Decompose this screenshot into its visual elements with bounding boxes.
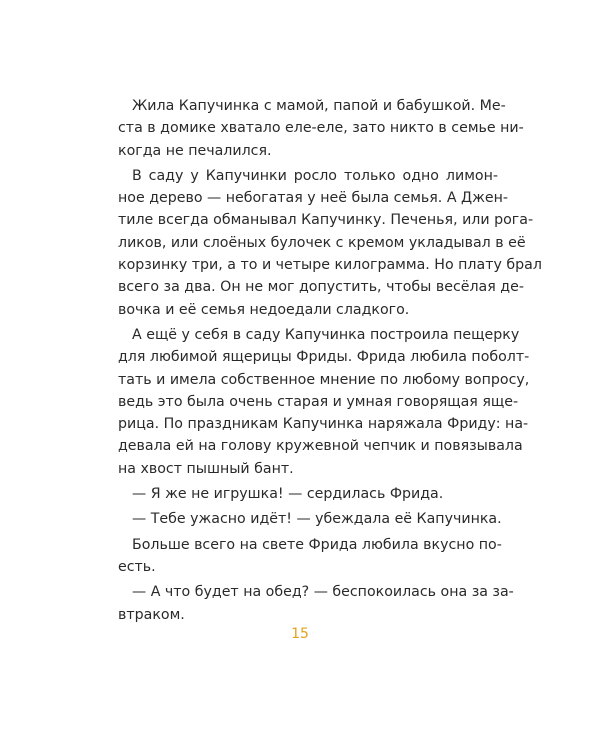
dialogue-line: [118, 508, 502, 530]
body-text: [118, 95, 542, 626]
text-line: для любимой ящерицы Фриды. Фрида любила поболт-: [118, 349, 530, 366]
text-line: корзинку три, а то и четыре килограмма. Но плату брал: [118, 257, 542, 274]
paragraph: [118, 534, 502, 579]
page-number: 15: [291, 626, 309, 642]
text-line: — Тебе ужасно идёт! — убеждала её Капучинка.: [132, 511, 502, 528]
text-line: — Я же не игрушка! — сердилась Фрида.: [132, 486, 444, 503]
dialogue-line: [118, 581, 514, 626]
text-line: на хвост пышный бант.: [118, 460, 294, 477]
text-line: втраком.: [118, 606, 185, 623]
text-line: В саду у Капучинки росло только одно лимон-: [132, 167, 498, 184]
text-line: всего за два. Он не мог допустить, чтобы весёлая де-: [118, 279, 524, 296]
dialogue-line: [118, 483, 498, 505]
text-line: Жила Капучинка с мамой, папой и бабушкой. Ме-: [132, 98, 506, 114]
text-line: — А что будет на обед? — беспокоилась она за за-: [132, 584, 514, 601]
text-line: девала ей на голову кружевной чепчик и повязывала: [118, 438, 523, 455]
text-line: А ещё у себя в саду Капучинка построила пещерку: [132, 326, 520, 343]
text-line: ведь это была очень старая и умная говорящая яще-: [118, 393, 519, 410]
paragraph: [118, 165, 542, 321]
paragraph: [118, 95, 524, 162]
text-line: вочка и её семья недоедали сладкого.: [118, 301, 410, 318]
text-line: ликов, или слоёных булочек с кремом укладывал в её: [118, 234, 526, 251]
text-line: есть.: [118, 558, 156, 575]
text-line: ное дерево — небогатая у неё была семья. А Джен-: [118, 190, 509, 207]
text-line: Больше всего на свете Фрида любила вкусно по-: [132, 536, 502, 553]
paragraph: [118, 324, 530, 480]
text-line: когда не печалился.: [118, 142, 272, 159]
text-line: тать и имела собственное мнение по любому вопросу,: [118, 371, 530, 388]
text-line: ста в домике хватало еле-еле, зато никто в семье ни-: [118, 120, 524, 137]
text-line: тиле всегда обманывал Капучинку. Печенья, или рога-: [118, 212, 534, 229]
text-line: рица. По праздникам Капучинка наряжала Фриду: на-: [118, 416, 529, 433]
